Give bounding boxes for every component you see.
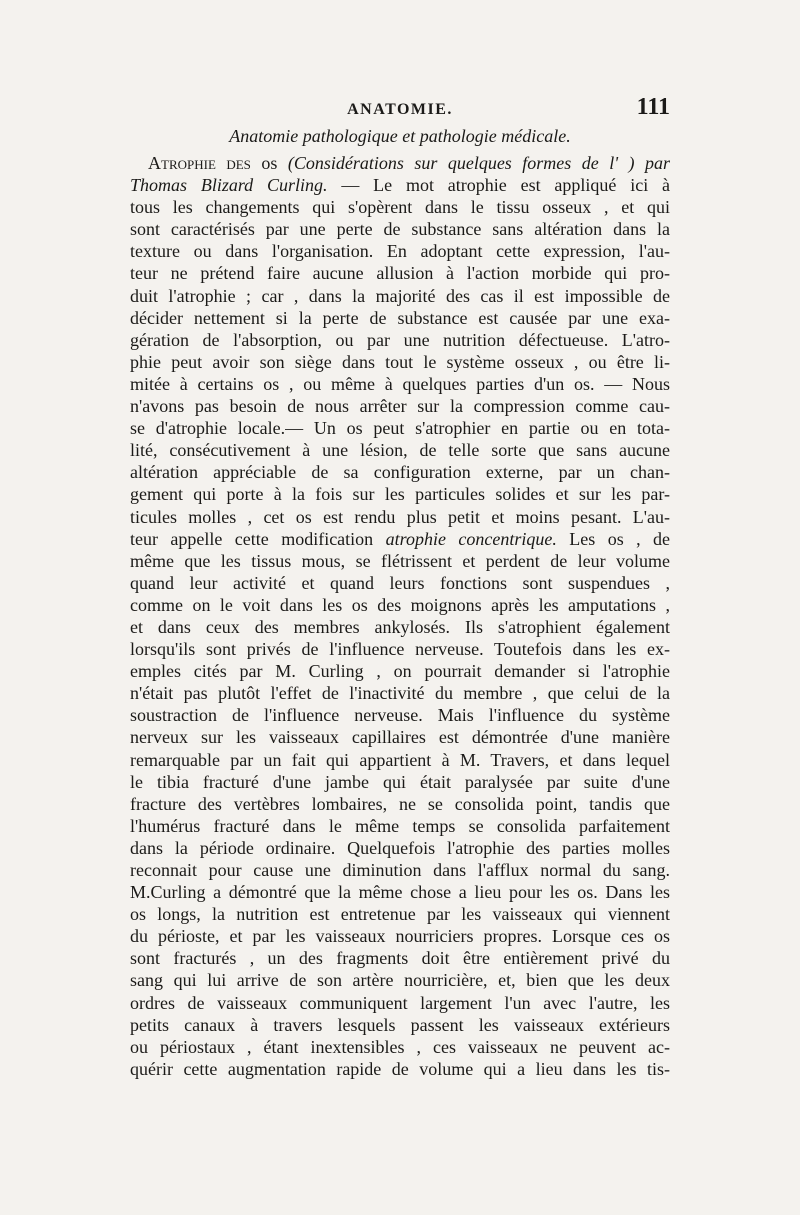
text-line: n'avons pas besoin de nous arrêter sur la compression comme cau- (130, 396, 670, 417)
text-line: petits canaux à travers lesquels passent les vaisseaux extérieurs (130, 1014, 670, 1035)
text-line (130, 528, 670, 550)
text-line: lorsqu'ils sont privés de l'influence nerveuse. Toutefois dans les ex- (130, 639, 670, 660)
text-line (130, 152, 670, 174)
text-line: n'était pas plutôt l'effet de l'inactivité du membre , que celui de la (130, 683, 670, 704)
text-line: l'humérus fracturé dans le même temps se consolida parfaitement (130, 815, 670, 836)
text-line: duit l'atrophie ; car , dans la majorité des cas il est impossible de (130, 285, 670, 306)
text-line: et dans ceux des membres ankylosés. Ils s'atrophient également (130, 616, 670, 637)
text-line: os longs, la nutrition est entretenue par les vaisseaux qui viennent (130, 904, 670, 925)
page-header (130, 96, 670, 124)
text-line: sang qui lui arrive de son artère nourricière, et, bien que les deux (130, 970, 670, 991)
running-head: ANATOMIE. (347, 101, 453, 118)
article-body (130, 152, 670, 1080)
text-line: même que les tissus mous, se flétrissent et perdent de leur volume (130, 550, 670, 571)
text-line: du périoste, et par les vaisseaux nourriciers propres. Lorsque ces os (130, 926, 670, 947)
text-line: M.Curling a démontré que la même chose a lieu pour les os. Dans les (130, 882, 670, 903)
article-title-italic: (Considérations sur quelques formes de l' ) par (287, 153, 670, 173)
text-line: reconnait pour cause une diminution dans l'afflux normal du sang. (130, 860, 670, 880)
text-line: décider nettement si la perte de substance est causée par une exa- (130, 307, 670, 328)
text-line: le tibia fracturé d'une jambe qui était paralysée par suite d'une (130, 771, 670, 792)
article-title: Atrophie des (148, 153, 251, 173)
text-line: se d'atrophie locale.— Un os peut s'atrophier en partie ou en tota- (130, 418, 670, 439)
text-line: gération de l'absorption, ou par une nutrition défectueuse. L'atro- (130, 329, 670, 350)
text-line: ticules molles , cet os est rendu plus petit et moins pesant. L'au- (130, 506, 670, 527)
text-line: texture ou dans l'organisation. En adoptant cette expression, l'au- (130, 241, 670, 262)
page-number: 111 (636, 94, 670, 120)
text-line: lité, consécutivement à une lésion, de telle sorte que sans aucune (130, 440, 670, 461)
term-atrophie-concentrique: atrophie concentrique. (385, 528, 557, 549)
article-author: Thomas Blizard Curling. (130, 175, 328, 196)
text-line: sont caractérisés par une perte de substance sans altération dans la (130, 219, 670, 240)
text-line: altération appréciable de sa configuration externe, par un chan- (130, 462, 670, 483)
text-line: ou périostaux , étant inextensibles , ces vaisseaux ne peuvent ac- (130, 1036, 670, 1057)
text-line: quérir cette augmentation rapide de volume qui a lieu dans les tis- (130, 1058, 670, 1079)
text-line: remarquable par un fait qui appartient à M. Travers, et dans lequel (130, 749, 670, 770)
text-line: teur ne prétend faire aucune allusion à l'action morbide qui pro- (130, 263, 670, 284)
text-fragment: — Le mot atrophie est appliqué ici à (341, 175, 670, 196)
text-line: nerveux sur les vaisseaux capillaires est démontrée d'une manière (130, 727, 670, 748)
text-line: soustraction de l'influence nerveuse. Mais l'influence du système (130, 705, 670, 726)
section-heading: Anatomie pathologique et pathologie médicale. (229, 126, 571, 146)
text-line: ordres de vaisseaux communiquent largement l'un avec l'autre, les (130, 992, 670, 1013)
text-line: emples cités par M. Curling , on pourrait demander si l'atrophie (130, 661, 670, 682)
text-line: comme on le voit dans les os des moignons après les amputations , (130, 594, 670, 615)
text-line: mitée à certains os , ou même à quelques parties d'un os. — Nous (130, 373, 670, 394)
text-line: sont fracturés , un des fragments doit être entièrement privé du (130, 948, 670, 969)
text-line (130, 174, 670, 196)
text-line: fracture des vertèbres lombaires, ne se consolida point, tandis que (130, 793, 670, 814)
text-fragment: teur appelle cette modification (130, 528, 374, 549)
text-line: phie peut avoir son siège dans tout le système osseux , ou être li- (130, 351, 670, 372)
text-line: tous les changements qui s'opèrent dans le tissu osseux , et qui (130, 197, 670, 218)
text-line: gement qui porte à la fois sur les particules solides et sur les par- (130, 484, 670, 505)
article-title-os: os (261, 153, 278, 173)
text-line: dans la période ordinaire. Quelquefois l'atrophie des parties molles (130, 837, 670, 858)
text-line: quand leur activité et quand leurs fonctions sont suspendues , (130, 572, 670, 593)
text-fragment: Les os , de (569, 528, 670, 549)
